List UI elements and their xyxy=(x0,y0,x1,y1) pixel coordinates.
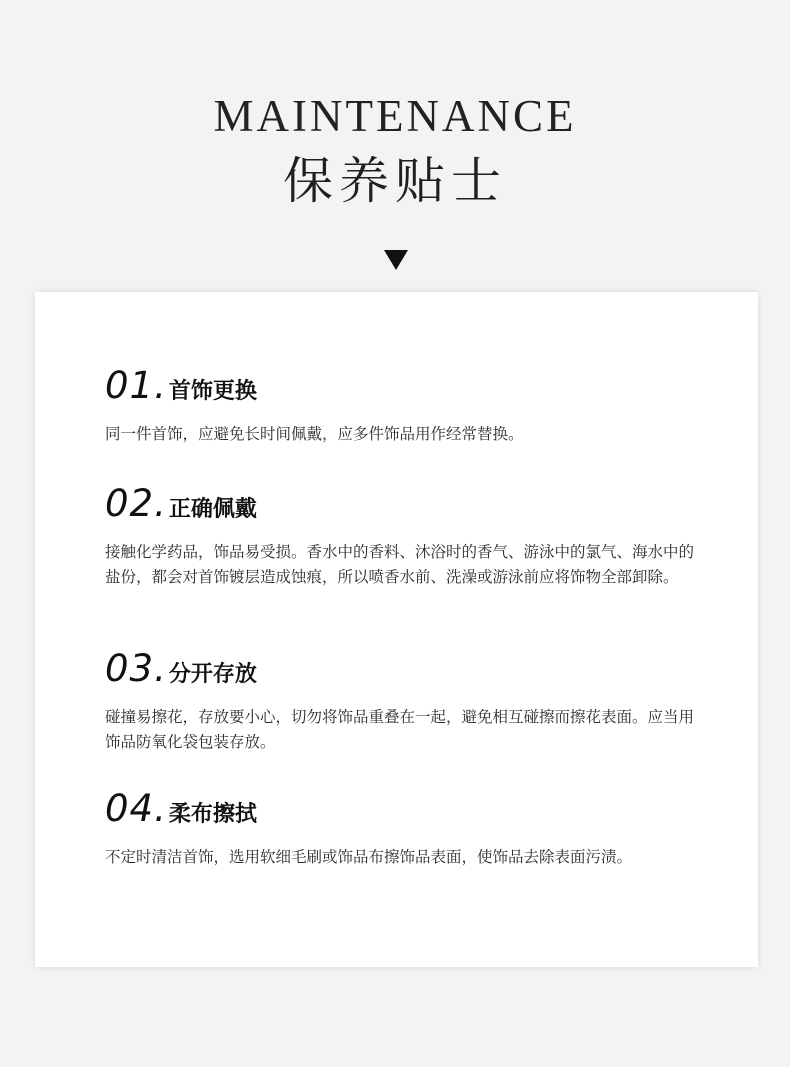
tip-title: 正确佩戴 xyxy=(168,497,257,522)
tip-number: 02. xyxy=(105,482,167,525)
tip-section-storage xyxy=(105,647,705,755)
maintenance-card xyxy=(35,292,758,967)
page-title-en: MAINTENANCE xyxy=(213,91,577,141)
tip-body: 同一件首饰，应避免长时间佩戴，应多件饰品用作经常替换。 xyxy=(105,425,524,443)
down-triangle-icon xyxy=(384,250,408,270)
tip-section-wear xyxy=(105,482,705,590)
tip-section-clean xyxy=(105,787,705,870)
tip-body: 不定时清洁首饰，选用软细毛刷或饰品布擦饰品表面，使饰品去除表面污渍。 xyxy=(105,848,633,866)
tip-body: 碰撞易擦花，存放要小心，切勿将饰品重叠在一起，避免相互碰擦而擦花表面。应当用饰品防氧化袋包装存放。 xyxy=(105,708,695,751)
tip-body: 接触化学药品，饰品易受损。香水中的香料、沐浴时的香气、游泳中的氯气、海水中的盐份，都会对首饰镀层造成蚀痕，所以喷香水前、洗澡或游泳前应将饰物全部卸除。 xyxy=(105,543,695,586)
page-title-cn: 保养贴士 xyxy=(283,152,507,210)
tip-number: 03. xyxy=(105,647,167,690)
tip-title: 柔布擦拭 xyxy=(168,802,257,827)
tip-heading xyxy=(105,364,705,408)
tip-heading xyxy=(105,787,705,831)
tip-number: 04. xyxy=(105,787,167,830)
tip-section-replace xyxy=(105,364,705,447)
tip-title: 首饰更换 xyxy=(168,379,257,404)
tip-heading xyxy=(105,482,705,526)
tip-heading xyxy=(105,647,705,691)
tip-number: 01. xyxy=(105,364,167,407)
tip-title: 分开存放 xyxy=(168,662,257,687)
